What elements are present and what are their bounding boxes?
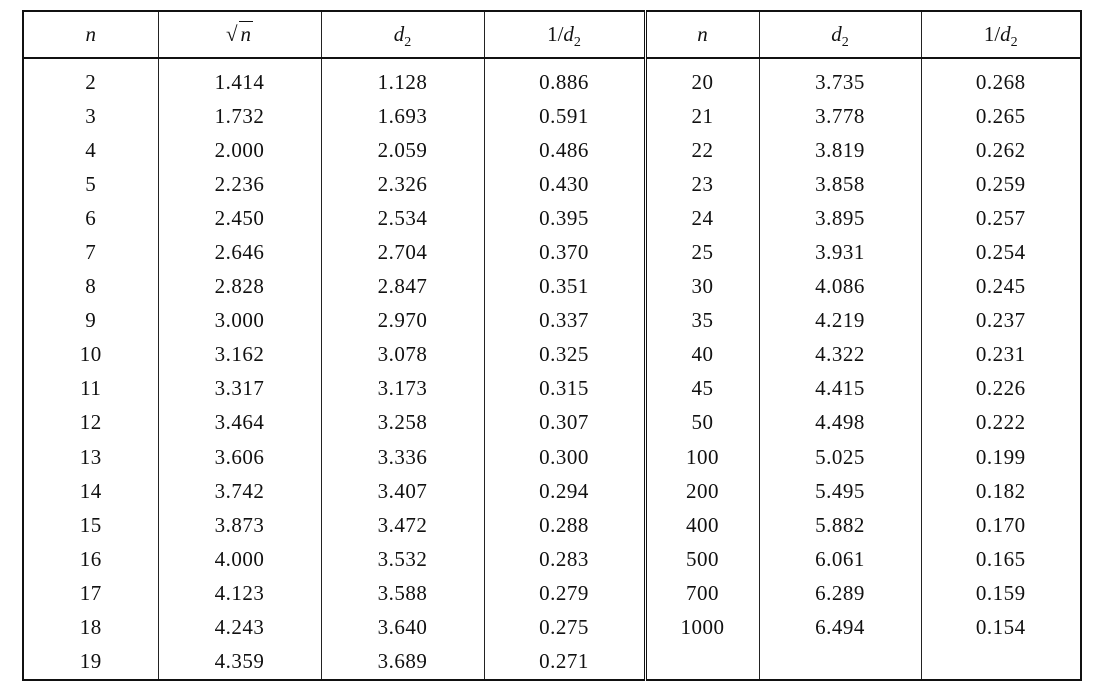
table-row [23, 645, 1081, 680]
left-cell-inv-d2: 0.395 [484, 201, 645, 235]
right-cell-d2: 6.061 [759, 542, 921, 576]
table-row [23, 474, 1081, 508]
right-cell-d2: 3.819 [759, 133, 921, 167]
left-cell-inv-d2: 0.351 [484, 270, 645, 304]
left-cell-n: 19 [23, 645, 158, 680]
left-cell-d2: 3.472 [321, 508, 484, 542]
left-cell-inv-d2: 0.271 [484, 645, 645, 680]
left-cell-inv-d2: 0.370 [484, 235, 645, 269]
left-cell-d2: 3.532 [321, 542, 484, 576]
left-cell-sqrt-n: 3.606 [158, 440, 321, 474]
left-cell-n: 5 [23, 167, 158, 201]
table-row [23, 542, 1081, 576]
left-cell-n: 15 [23, 508, 158, 542]
table-row [23, 167, 1081, 201]
left-cell-inv-d2: 0.886 [484, 58, 645, 99]
right-cell-d2: 3.778 [759, 99, 921, 133]
left-cell-n: 7 [23, 235, 158, 269]
header-n-left: n [23, 11, 158, 58]
left-cell-d2: 3.258 [321, 406, 484, 440]
header-d2-right: $d_2$ [759, 11, 921, 58]
table-header [23, 11, 1081, 58]
right-cell-d2: 4.415 [759, 372, 921, 406]
right-cell-d2: 4.498 [759, 406, 921, 440]
left-cell-sqrt-n: 3.162 [158, 338, 321, 372]
right-cell-n: 50 [645, 406, 759, 440]
left-cell-d2: 3.407 [321, 474, 484, 508]
right-cell-d2: 4.219 [759, 304, 921, 338]
right-cell-inv-d2: 0.265 [921, 99, 1081, 133]
left-cell-inv-d2: 0.315 [484, 372, 645, 406]
right-cell-n: 30 [645, 270, 759, 304]
left-cell-inv-d2: 0.430 [484, 167, 645, 201]
left-cell-n: 9 [23, 304, 158, 338]
right-cell-n: 1000 [645, 611, 759, 645]
right-cell-d2: 5.882 [759, 508, 921, 542]
left-cell-sqrt-n: 2.450 [158, 201, 321, 235]
right-cell-n: 22 [645, 133, 759, 167]
table-row [23, 304, 1081, 338]
left-cell-sqrt-n: 2.828 [158, 270, 321, 304]
table-row [23, 611, 1081, 645]
left-cell-d2: 1.693 [321, 99, 484, 133]
right-cell-inv-d2: 0.165 [921, 542, 1081, 576]
left-cell-n: 11 [23, 372, 158, 406]
left-cell-sqrt-n: 3.742 [158, 474, 321, 508]
table-row [23, 235, 1081, 269]
right-cell-inv-d2: 0.222 [921, 406, 1081, 440]
header-sqrt-n: √ n [158, 11, 321, 58]
left-cell-sqrt-n: 2.236 [158, 167, 321, 201]
left-cell-inv-d2: 0.283 [484, 542, 645, 576]
table-row [23, 270, 1081, 304]
right-cell-d2: 6.289 [759, 576, 921, 610]
left-cell-inv-d2: 0.300 [484, 440, 645, 474]
right-cell-n: 100 [645, 440, 759, 474]
table-row [23, 406, 1081, 440]
left-cell-inv-d2: 0.275 [484, 611, 645, 645]
left-cell-d2: 3.078 [321, 338, 484, 372]
left-cell-d2: 2.326 [321, 167, 484, 201]
left-cell-sqrt-n: 4.243 [158, 611, 321, 645]
header-n-right: n [645, 11, 759, 58]
right-cell-n: 25 [645, 235, 759, 269]
right-cell-n: 400 [645, 508, 759, 542]
left-cell-d2: 3.588 [321, 576, 484, 610]
header-row [23, 11, 1081, 58]
left-cell-inv-d2: 0.294 [484, 474, 645, 508]
table-row [23, 338, 1081, 372]
right-cell-n: 200 [645, 474, 759, 508]
left-cell-d2: 1.128 [321, 58, 484, 99]
header-inv-d2-right: $1/d_2$ [921, 11, 1081, 58]
left-cell-sqrt-n: 1.414 [158, 58, 321, 99]
left-cell-d2: 2.534 [321, 201, 484, 235]
right-cell-d2: 3.931 [759, 235, 921, 269]
right-cell-n: 500 [645, 542, 759, 576]
left-cell-sqrt-n: 3.873 [158, 508, 321, 542]
right-cell-d2: 4.322 [759, 338, 921, 372]
left-cell-n: 12 [23, 406, 158, 440]
left-cell-inv-d2: 0.288 [484, 508, 645, 542]
left-cell-inv-d2: 0.486 [484, 133, 645, 167]
right-cell-d2: 3.858 [759, 167, 921, 201]
right-cell-n: 24 [645, 201, 759, 235]
right-cell-n: 35 [645, 304, 759, 338]
left-cell-n: 10 [23, 338, 158, 372]
left-cell-sqrt-n: 3.464 [158, 406, 321, 440]
left-cell-d2: 3.336 [321, 440, 484, 474]
header-inv-d2-left: $1/d_2$ [484, 11, 645, 58]
left-cell-sqrt-n: 2.646 [158, 235, 321, 269]
left-cell-sqrt-n: 4.123 [158, 576, 321, 610]
right-cell-inv-d2: 0.226 [921, 372, 1081, 406]
left-cell-sqrt-n: 2.000 [158, 133, 321, 167]
right-cell-d2 [759, 645, 921, 680]
right-cell-n: 700 [645, 576, 759, 610]
right-cell-inv-d2: 0.170 [921, 508, 1081, 542]
left-cell-n: 13 [23, 440, 158, 474]
left-cell-sqrt-n: 3.000 [158, 304, 321, 338]
right-cell-inv-d2 [921, 645, 1081, 680]
right-cell-n: 45 [645, 372, 759, 406]
header-d2-left: $d_2$ [321, 11, 484, 58]
left-cell-d2: 3.173 [321, 372, 484, 406]
table-row [23, 133, 1081, 167]
left-cell-n: 4 [23, 133, 158, 167]
left-cell-n: 8 [23, 270, 158, 304]
right-cell-inv-d2: 0.245 [921, 270, 1081, 304]
table-body [23, 58, 1081, 680]
right-cell-n: 20 [645, 58, 759, 99]
right-cell-inv-d2: 0.268 [921, 58, 1081, 99]
table-row [23, 58, 1081, 99]
left-cell-n: 2 [23, 58, 158, 99]
left-cell-n: 6 [23, 201, 158, 235]
left-cell-n: 17 [23, 576, 158, 610]
left-cell-sqrt-n: 4.359 [158, 645, 321, 680]
left-cell-n: 18 [23, 611, 158, 645]
table-row [23, 576, 1081, 610]
left-cell-d2: 3.689 [321, 645, 484, 680]
right-cell-inv-d2: 0.182 [921, 474, 1081, 508]
left-cell-n: 16 [23, 542, 158, 576]
left-cell-inv-d2: 0.279 [484, 576, 645, 610]
right-cell-inv-d2: 0.257 [921, 201, 1081, 235]
table-row [23, 440, 1081, 474]
left-cell-sqrt-n: 4.000 [158, 542, 321, 576]
right-cell-n [645, 645, 759, 680]
right-cell-d2: 5.495 [759, 474, 921, 508]
table-row [23, 372, 1081, 406]
right-cell-d2: 4.086 [759, 270, 921, 304]
right-cell-inv-d2: 0.237 [921, 304, 1081, 338]
right-cell-n: 21 [645, 99, 759, 133]
left-cell-n: 14 [23, 474, 158, 508]
left-cell-d2: 2.970 [321, 304, 484, 338]
left-cell-n: 3 [23, 99, 158, 133]
right-cell-inv-d2: 0.259 [921, 167, 1081, 201]
right-cell-d2: 3.895 [759, 201, 921, 235]
right-cell-inv-d2: 0.159 [921, 576, 1081, 610]
table-row [23, 508, 1081, 542]
left-cell-inv-d2: 0.337 [484, 304, 645, 338]
left-cell-sqrt-n: 1.732 [158, 99, 321, 133]
left-cell-d2: 3.640 [321, 611, 484, 645]
left-cell-inv-d2: 0.307 [484, 406, 645, 440]
left-cell-d2: 2.704 [321, 235, 484, 269]
right-cell-d2: 5.025 [759, 440, 921, 474]
right-cell-n: 40 [645, 338, 759, 372]
table-row [23, 99, 1081, 133]
left-cell-inv-d2: 0.591 [484, 99, 645, 133]
table-row [23, 201, 1081, 235]
right-cell-d2: 3.735 [759, 58, 921, 99]
left-cell-d2: 2.847 [321, 270, 484, 304]
left-cell-d2: 2.059 [321, 133, 484, 167]
left-cell-sqrt-n: 3.317 [158, 372, 321, 406]
right-cell-inv-d2: 0.254 [921, 235, 1081, 269]
right-cell-inv-d2: 0.199 [921, 440, 1081, 474]
right-cell-d2: 6.494 [759, 611, 921, 645]
right-cell-n: 23 [645, 167, 759, 201]
left-cell-inv-d2: 0.325 [484, 338, 645, 372]
right-cell-inv-d2: 0.231 [921, 338, 1081, 372]
d2-constants-table [22, 10, 1082, 681]
right-cell-inv-d2: 0.154 [921, 611, 1081, 645]
right-cell-inv-d2: 0.262 [921, 133, 1081, 167]
